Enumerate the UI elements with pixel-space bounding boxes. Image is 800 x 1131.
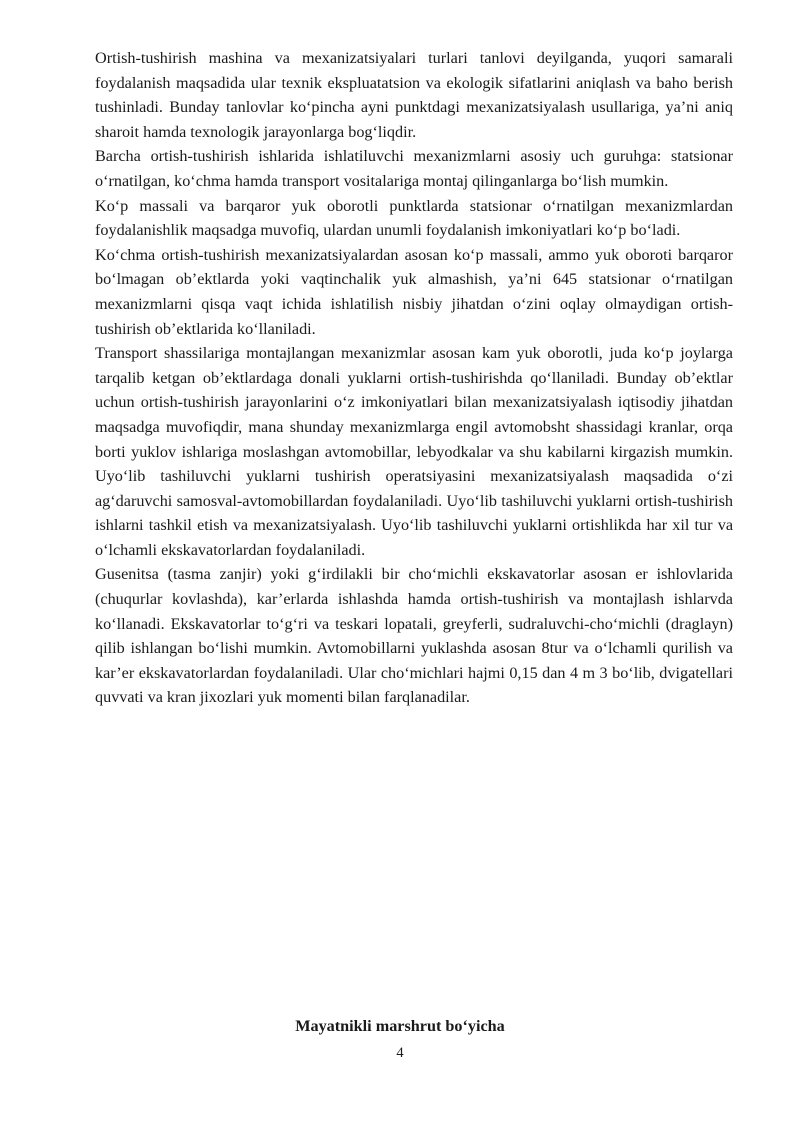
page-number: 4	[396, 1045, 404, 1061]
paragraph-transport-chassis-mechanisms: Transport shassilariga montajlangan mexanizmlar asosan kam yuk oborotli, juda ko‘p joylarga tarqalib ketgan ob’ektlardaga donali yuklarni ortish-tushirishda qo‘llaniladi. Bunday ob’ektlar uchun ortish-tushirish jarayonlarini o‘z imkoniyatlari bilan mexanizatsiyalash iqtisodiy jihatdan maqsadga muvofiqdir, mana shunday mexanizmlarga engil avtomobsht shassidagi kranlar, orqa borti yuklov ishlariga moslashgan avtomobillar, lebyodkalar va shu kabilarni kirgazish mumkin. Uyo‘lib tashiluvchi yuklarni tushirish operatsiyasini mexanizatsiyalash maqsadida o‘zi ag‘daruvchi samosval-avtomobillardan foydalaniladi. Uyo‘lib tashiluvchi yuklarni ortish-tushirish ishlarni tashkil etish va mexanizatsiyalash. Uyo‘lib tashiluvchi yuklarni ortishlikda har xil tur va o‘lchamli ekskavatorlardan foydalaniladi.	[95, 344, 733, 559]
paragraph-excavators: Gusenitsa (tasma zanjir) yoki g‘irdilakli bir cho‘michli ekskavatorlar asosan er ishlovlarida (chuqurlar kovlashda), kar’erlarda ishlashda hamda ortish-tushirish va montajlash ishlarvda ko‘llanadi. Ekskavatorlar to‘g‘ri va teskari lopatali, greyferli, sudraluvchi-cho‘michli (draglayn) qilib ishlangan bo‘lishi mumkin. Avtomobillarni yuklashda asosan 8tur va o‘lchamli qurilish va kar’er ekskavatorlardan foydalaniladi. Ular cho‘michlari hajmi 0,15 dan 4 m 3 bo‘lib, dvigatellari quvvati va kran jixozlari yuk momenti bilan farqlanadilar.	[95, 565, 733, 707]
body-text	[95, 46, 733, 710]
paragraph-mechanism-groups: Barcha ortish-tushirish ishlarida ishlatiluvchi mexanizmlarni asosiy uch guruhga: statsionar o‘rnatilgan, ko‘chma hamda transport vositalariga montaj qilinganlarga bo‘lish mumkin.	[95, 147, 733, 190]
paragraph-mobile-mechanisms: Ko‘chma ortish-tushirish mexanizatsiyalardan asosan ko‘p massali, ammo yuk oboroti barqaror bo‘lmagan ob’ektlarda yoki vaqtinchalik yuk almashish, ya’ni 645 statsionar o‘rnatilgan mexanizmlarni qisqa vaqt ichida ishlatilish nisbiy jihatdan o‘zini oqlay olmaydigan ortish-tushirish ob’ektlarida ko‘llaniladi.	[95, 245, 733, 338]
paragraph-loading-machine-selection: Ortish-tushirish mashina va mexanizatsiyalari turlari tanlovi deyilganda, yuqori samarali foydalanish maqsadida ular texnik ekspluatatsion va ekologik sifatlarini aniqlash va baho berish tushinladi. Bunday tanlovlar ko‘pincha ayni punktdagi mexanizatsiyalash usullariga, ya’ni aniq sharoit hamda texnologik jarayonlarga bog‘liqdir.	[95, 49, 733, 141]
paragraph-stationary-mechanisms: Ko‘p massali va barqaror yuk oborotli punktlarda statsionar o‘rnatilgan mexanizmlardan foydalanishlik maqsadga muvofiq, ulardan unumli foydalanish imkoniyatlari ko‘p bo‘ladi.	[95, 196, 733, 240]
section-heading: Mayatnikli marshrut bo‘yicha	[295, 1017, 505, 1035]
